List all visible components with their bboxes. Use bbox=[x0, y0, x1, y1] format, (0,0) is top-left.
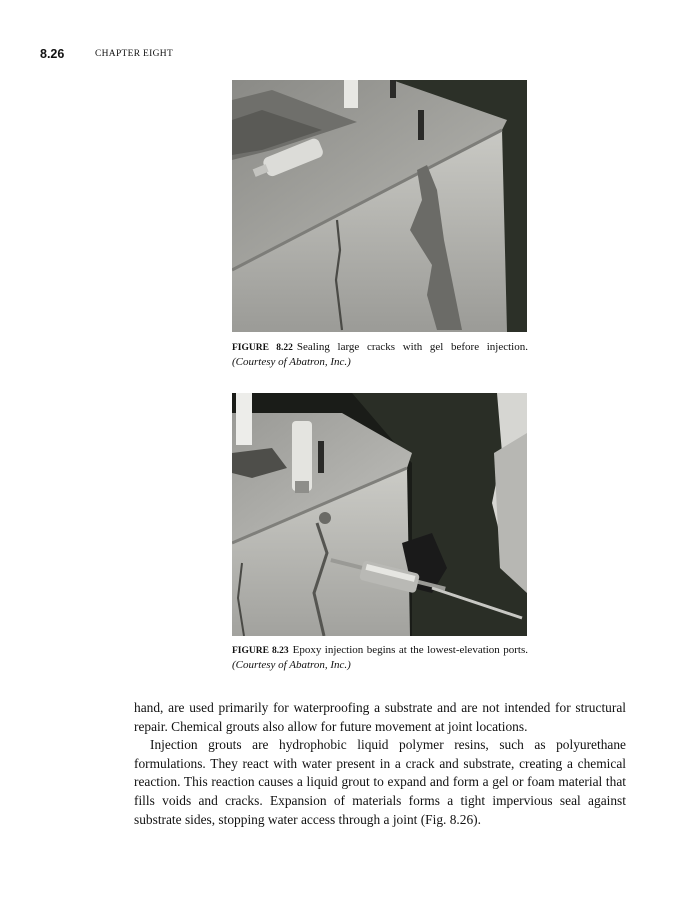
body-paragraph-1: hand, are used primarily for waterproofing a substrate and are not intended for structural repair. Chemical grouts also allow for future movement at joint locations. bbox=[134, 700, 626, 734]
body-text bbox=[134, 699, 626, 829]
body-paragraph-2: Injection grouts are hydrophobic liquid polymer resins, such as polyurethane formulations. They react with water present in a crack and substrate, creating a chemical reaction. This reaction causes a liquid grout to expand and form a gel or foam material that fills voids and cracks. Expansion of materials forms a tight impervious seal against substrate sides, stopping water access through a joint (Fig. 8.26). bbox=[134, 737, 626, 827]
figure-8-22-credit: (Courtesy of Abatron, Inc.) bbox=[232, 356, 351, 368]
figure-8-23-caption-text: Epoxy injection begins at the lowest-elevation ports. bbox=[292, 644, 528, 656]
figure-8-23-label: FIGURE 8.23 bbox=[232, 646, 289, 656]
figure-8-22-caption bbox=[232, 340, 528, 369]
figure-8-23-caption bbox=[232, 643, 528, 672]
figure-8-23-photo bbox=[232, 393, 527, 636]
chapter-title: CHAPTER EIGHT bbox=[95, 49, 174, 59]
figure-8-22-caption-text: Sealing large cracks with gel before injection. bbox=[296, 341, 528, 353]
figure-8-23-credit: (Courtesy of Abatron, Inc.) bbox=[232, 659, 351, 671]
page-number: 8.26 bbox=[40, 47, 65, 61]
figure-8-22-label: FIGURE 8.22 bbox=[232, 343, 293, 353]
figure-8-22-photo bbox=[232, 80, 527, 332]
